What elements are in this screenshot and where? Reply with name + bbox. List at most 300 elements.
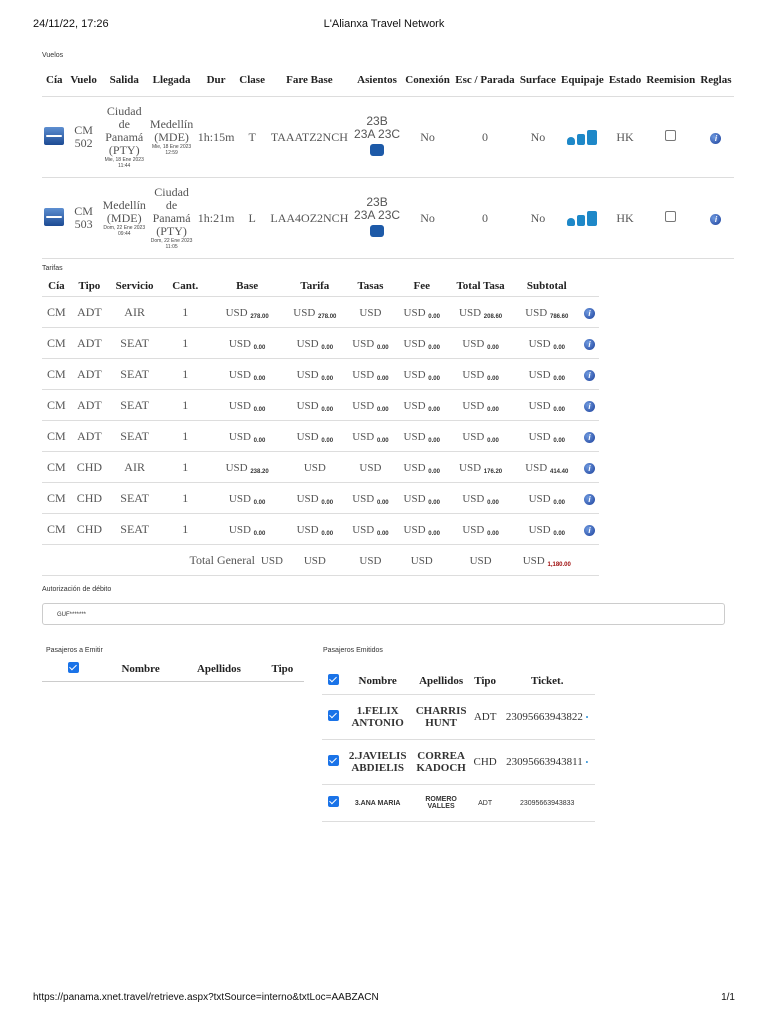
ticket-number: 23095663943833 xyxy=(499,785,595,822)
amount: 0.00 xyxy=(487,406,499,413)
pax-checkbox[interactable] xyxy=(328,710,339,721)
fare-qty: 1 xyxy=(161,328,209,359)
currency-label: USD xyxy=(403,461,426,474)
fare-fee xyxy=(404,431,440,443)
fare-tarifa xyxy=(297,493,333,505)
info-icon[interactable]: i xyxy=(584,370,595,381)
fare-cia: CM xyxy=(42,514,71,545)
status: HK xyxy=(606,97,643,178)
currency-label: USD xyxy=(522,554,545,567)
col-nombre: Nombre xyxy=(358,675,397,687)
fare-qty: 1 xyxy=(161,359,209,390)
fare-service: SEAT xyxy=(108,359,161,390)
pax-first-name: 1.FELIX xyxy=(356,705,399,717)
currency-label: USD xyxy=(525,461,548,474)
fare-tarifa xyxy=(297,338,333,350)
col-surface: Surface xyxy=(519,74,556,86)
fare-subtotal xyxy=(529,493,565,505)
amount: 0.00 xyxy=(428,313,440,320)
currency-label: USD xyxy=(352,492,375,505)
fare-type: ADT xyxy=(71,328,108,359)
col-dur: Dur xyxy=(206,74,226,86)
fare-subtotal xyxy=(525,462,568,474)
stops: 0 xyxy=(453,97,518,178)
currency-label: USD xyxy=(359,461,382,474)
fare-total-tasa xyxy=(462,431,498,443)
fare-type: ADT xyxy=(71,297,108,328)
arrival-date: Mie, 18 Ene 2023 12:59 xyxy=(151,144,192,156)
fare-tarifa xyxy=(297,400,333,412)
total-amount: 1,180.00 xyxy=(547,561,571,568)
currency-label: USD xyxy=(303,554,326,567)
fare-type: CHD xyxy=(71,452,108,483)
fare-total-tasa xyxy=(462,493,498,505)
currency-label: USD xyxy=(296,399,319,412)
fare-base xyxy=(229,493,265,505)
currency-label: USD xyxy=(228,492,251,505)
currency-label: USD xyxy=(528,492,551,505)
pax-checkbox[interactable] xyxy=(328,796,339,807)
col-reemision: Reemision xyxy=(646,74,696,86)
info-icon[interactable]: i xyxy=(584,525,595,536)
info-icon[interactable]: i xyxy=(584,308,595,319)
fare-type: CHD xyxy=(71,514,108,545)
fare-service: SEAT xyxy=(108,390,161,421)
fare-tarifa xyxy=(304,462,326,474)
fare-tarifa xyxy=(297,369,333,381)
currency-label: USD xyxy=(462,523,485,536)
currency-label: USD xyxy=(528,430,551,443)
bag-icon xyxy=(567,137,575,145)
pax-type: ADT xyxy=(471,785,500,822)
currency-label: USD xyxy=(462,430,485,443)
currency-label: USD xyxy=(352,523,375,536)
pax-type: ADT xyxy=(471,695,500,740)
fare-row xyxy=(42,514,599,545)
reissue-checkbox[interactable] xyxy=(665,211,676,222)
col-tipo: Tipo xyxy=(474,675,497,687)
pax-to-issue-label: Pasajeros a Emitir xyxy=(46,647,103,654)
copa-logo-icon xyxy=(44,127,64,145)
col-subtotal: Subtotal xyxy=(526,280,567,292)
fare-service: SEAT xyxy=(108,328,161,359)
amount: 0.00 xyxy=(487,499,499,506)
surface: No xyxy=(517,178,558,259)
currency-label: USD xyxy=(528,399,551,412)
currency-label: USD xyxy=(296,492,319,505)
currency-label: USD xyxy=(403,430,426,443)
fare-row xyxy=(42,328,599,359)
amount: 0.00 xyxy=(253,406,266,413)
amount: 0.00 xyxy=(487,530,499,537)
duration: 1h:15m xyxy=(195,97,237,178)
amount: 0.00 xyxy=(321,530,334,537)
arrival-date: Dom, 22 Ene 2023 11:05 xyxy=(150,238,193,250)
fare-tasas xyxy=(352,431,388,443)
fare-total-tasa xyxy=(462,400,498,412)
total-general-label: Total General xyxy=(189,552,255,567)
fare-cia: CM xyxy=(42,421,71,452)
currency-label: USD xyxy=(260,554,283,567)
fare-fee xyxy=(404,307,440,319)
amount: 0.00 xyxy=(553,375,566,382)
currency-label: USD xyxy=(525,306,548,319)
pax-middle-name: ABDIELIS xyxy=(351,762,404,774)
fare-type: ADT xyxy=(71,359,108,390)
fare-total-tasa xyxy=(462,338,498,350)
fare-tasas xyxy=(352,493,388,505)
fare-tasas xyxy=(352,524,388,536)
info-icon[interactable]: i xyxy=(584,401,595,412)
pax-last-name: ROMERO xyxy=(425,796,457,803)
currency-label: USD xyxy=(293,306,316,319)
amount: 0.00 xyxy=(321,437,334,444)
amount: 0.00 xyxy=(321,499,334,506)
currency-label: USD xyxy=(403,492,426,505)
currency-label: USD xyxy=(359,306,382,319)
currency-label: USD xyxy=(225,306,248,319)
flight-row xyxy=(42,178,734,259)
amount: 0.00 xyxy=(321,344,334,351)
fare-total-tasa xyxy=(459,307,502,319)
fare-base xyxy=(229,400,265,412)
fare-total-tasa xyxy=(462,369,498,381)
fare-cia: CM xyxy=(42,390,71,421)
col-ticket: Ticket. xyxy=(530,675,564,687)
page-title: L'Alianxa Travel Network xyxy=(323,18,445,30)
currency-label: USD xyxy=(228,523,251,536)
luggage-icon xyxy=(577,215,585,226)
amount: 278.00 xyxy=(318,313,337,320)
fare-fee xyxy=(404,369,440,381)
fare-subtotal xyxy=(525,307,568,319)
fare-tarifa xyxy=(297,431,333,443)
amount: 0.00 xyxy=(487,437,499,444)
print-datetime: 24/11/22, 17:26 xyxy=(33,18,109,30)
fare-fee xyxy=(404,524,440,536)
currency-label: USD xyxy=(359,554,382,567)
currency-label: USD xyxy=(296,368,319,381)
connection: No xyxy=(403,178,453,259)
fare-qty: 1 xyxy=(161,421,209,452)
currency-label: USD xyxy=(403,399,426,412)
copa-logo-icon xyxy=(44,208,64,226)
amount: 0.00 xyxy=(376,437,389,444)
fare-subtotal xyxy=(529,338,565,350)
currency-label: USD xyxy=(352,430,375,443)
fare-cia: CM xyxy=(42,359,71,390)
luggage-icons xyxy=(558,178,606,259)
fare-tasas xyxy=(352,400,388,412)
currency-label: USD xyxy=(462,337,485,350)
page-url: https://panama.xnet.travel/retrieve.aspx?txtSource=interno&txtLoc=AABZACN xyxy=(33,992,379,1003)
amount: 208.60 xyxy=(483,313,503,320)
fare-row xyxy=(42,452,599,483)
amount: 786.60 xyxy=(550,313,569,320)
flight-number: CM 503 xyxy=(67,178,101,259)
fares-table xyxy=(42,276,599,576)
amount: 0.00 xyxy=(376,344,389,351)
departure-date: Mie, 18 Ene 2023 11:44 xyxy=(104,157,144,169)
amount: 0.00 xyxy=(428,406,440,413)
total-subtotal xyxy=(523,555,571,567)
amount: 0.00 xyxy=(253,375,266,382)
fare-cia: CM xyxy=(42,452,71,483)
fare-cia: CM xyxy=(42,297,71,328)
fare-service: SEAT xyxy=(108,483,161,514)
info-icon[interactable]: i xyxy=(584,463,595,474)
fare-fee xyxy=(404,493,440,505)
fare-fee xyxy=(404,338,440,350)
fare-service: AIR xyxy=(108,452,161,483)
seats-line-1: 23B xyxy=(366,114,388,128)
amount: 278.00 xyxy=(250,313,269,320)
status: HK xyxy=(606,178,643,259)
currency-label: USD xyxy=(228,430,251,443)
fare-tasas xyxy=(352,338,388,350)
pax-second-last-name: HUNT xyxy=(425,717,457,729)
currency-label: USD xyxy=(225,461,248,474)
pax-type: CHD xyxy=(471,740,500,785)
amount: 0.00 xyxy=(428,344,440,351)
col-total-tasa: Total Tasa xyxy=(456,280,505,292)
col-apellidos: Apellidos xyxy=(177,657,261,682)
col-servicio: Servicio xyxy=(115,280,154,292)
fare-total-tasa xyxy=(459,462,502,474)
fare-base xyxy=(229,524,265,536)
fare-qty: 1 xyxy=(161,452,209,483)
currency-label: USD xyxy=(296,430,319,443)
amount: 0.00 xyxy=(428,499,440,506)
pax-checkbox[interactable] xyxy=(328,755,339,766)
fare-row xyxy=(42,390,599,421)
ticket-number: 23095663943811 xyxy=(506,756,583,768)
col-asientos: Asientos xyxy=(357,74,397,86)
class: T xyxy=(237,97,267,178)
fare-fee xyxy=(404,462,440,474)
col-base: Base xyxy=(236,280,259,292)
pax-second-last-name: KADOCH xyxy=(416,762,466,774)
select-all-issued-checkbox[interactable] xyxy=(328,674,339,685)
surface: No xyxy=(517,97,558,178)
col-conexion: Conexión xyxy=(405,74,450,86)
class: L xyxy=(237,178,267,259)
auth-label: Autorización de débito xyxy=(42,586,112,593)
col-tarifa: Tarifa xyxy=(300,280,330,292)
fare-type: CHD xyxy=(71,483,108,514)
pax-first-name: 2.JAVIELIS xyxy=(348,750,407,762)
pax-second-last-name: VALLES xyxy=(427,803,455,810)
fare-subtotal xyxy=(529,400,565,412)
fare-type: ADT xyxy=(71,390,108,421)
flight-row xyxy=(42,97,734,178)
currency-label: USD xyxy=(352,368,375,381)
fare-subtotal xyxy=(529,431,565,443)
pax-first-name: 3.ANA MARIA xyxy=(344,785,411,822)
fare-subtotal xyxy=(529,524,565,536)
currency-label: USD xyxy=(228,337,251,350)
departure-city: Medellín (MDE) xyxy=(102,198,146,225)
amount: 0.00 xyxy=(253,530,266,537)
col-estado: Estado xyxy=(608,74,642,86)
fare-row xyxy=(42,359,599,390)
col-tipo: Tipo xyxy=(78,280,101,292)
amount: 0.00 xyxy=(253,499,266,506)
seat-icon[interactable] xyxy=(370,144,384,156)
fare-base: LAA4OZ2NCH xyxy=(267,178,351,259)
fare-type: ADT xyxy=(71,421,108,452)
amount: 0.00 xyxy=(253,437,266,444)
fare-cia: CM xyxy=(42,483,71,514)
flight-number: CM 502 xyxy=(67,97,101,178)
currency-label: USD xyxy=(303,461,326,474)
suitcase-icon xyxy=(587,130,597,145)
fare-tarifa xyxy=(293,307,336,319)
amount: 0.00 xyxy=(321,375,334,382)
currency-label: USD xyxy=(228,368,251,381)
ticket-marker-icon: • xyxy=(585,713,589,722)
stops: 0 xyxy=(453,178,518,259)
arrival-city: Medellín (MDE) xyxy=(149,117,194,144)
fare-qty: 1 xyxy=(161,390,209,421)
currency-label: USD xyxy=(403,337,426,350)
amount: 0.00 xyxy=(428,530,440,537)
fare-base xyxy=(229,431,265,443)
reissue-checkbox[interactable] xyxy=(665,130,676,141)
amount: 0.00 xyxy=(553,406,566,413)
info-icon[interactable]: i xyxy=(584,494,595,505)
page-number: 1/1 xyxy=(721,992,735,1003)
currency-label: USD xyxy=(352,337,375,350)
ticket-marker-icon: • xyxy=(585,758,589,767)
seats-line-2: 23A 23C xyxy=(354,127,401,141)
col-cant: Cant. xyxy=(172,280,199,292)
col-llegada: Llegada xyxy=(152,74,191,86)
currency-label: USD xyxy=(462,492,485,505)
luggage-icons xyxy=(558,97,606,178)
fare-tasas xyxy=(359,462,381,474)
pax-issued-label: Pasajeros Emitidos xyxy=(323,647,383,654)
pax-to-issue-table xyxy=(42,657,304,682)
amount: 0.00 xyxy=(553,499,566,506)
col-cia: Cía xyxy=(48,280,65,292)
currency-label: USD xyxy=(410,554,433,567)
fare-base xyxy=(226,462,269,474)
pax-last-name: CORREA xyxy=(417,750,465,762)
amount: 0.00 xyxy=(253,344,266,351)
col-nombre: Nombre xyxy=(104,657,177,682)
currency-label: USD xyxy=(459,461,482,474)
fare-base xyxy=(229,338,265,350)
fares-section-label: Tarifas xyxy=(42,265,63,272)
amount: 0.00 xyxy=(553,530,566,537)
fare-tarifa xyxy=(297,524,333,536)
luggage-icon xyxy=(577,134,585,145)
currency-label: USD xyxy=(528,337,551,350)
seats-line-2: 23A 23C xyxy=(354,208,401,222)
fare-qty: 1 xyxy=(161,297,209,328)
fare-qty: 1 xyxy=(161,514,209,545)
amount: 0.00 xyxy=(376,375,389,382)
fare-row xyxy=(42,297,599,328)
col-tipo: Tipo xyxy=(261,657,304,682)
col-vuelo: Vuelo xyxy=(70,74,97,86)
seat-icon[interactable] xyxy=(370,225,384,237)
fare-fee xyxy=(404,400,440,412)
fare-base: TAAATZ2NCH xyxy=(267,97,351,178)
table-row xyxy=(322,740,595,785)
amount: 0.00 xyxy=(487,375,499,382)
currency-label: USD xyxy=(228,399,251,412)
fare-base xyxy=(229,369,265,381)
amount: 0.00 xyxy=(376,406,389,413)
table-row xyxy=(322,695,595,740)
currency-label: USD xyxy=(403,523,426,536)
table-row xyxy=(322,785,595,822)
fare-base xyxy=(226,307,269,319)
currency-label: USD xyxy=(352,399,375,412)
flights-section-label: Vuelos xyxy=(42,52,64,59)
info-icon[interactable]: i xyxy=(710,214,721,225)
amount: 238.20 xyxy=(250,468,269,475)
currency-label: USD xyxy=(528,368,551,381)
fare-subtotal xyxy=(529,369,565,381)
info-icon[interactable]: i xyxy=(584,432,595,443)
fare-cia: CM xyxy=(42,328,71,359)
amount: 0.00 xyxy=(428,468,440,475)
info-icon[interactable]: i xyxy=(584,339,595,350)
select-all-checkbox[interactable] xyxy=(68,662,79,673)
currency-label: USD xyxy=(459,306,482,319)
bag-icon xyxy=(567,218,575,226)
duration: 1h:21m xyxy=(195,178,237,259)
col-reglas: Reglas xyxy=(700,74,732,86)
pax-middle-name: ANTONIO xyxy=(351,717,404,729)
departure-date: Dom, 22 Ene 2023 09:44 xyxy=(103,225,146,237)
pax-last-name: CHARRIS xyxy=(415,705,467,717)
col-clase: Clase xyxy=(239,74,265,86)
currency-label: USD xyxy=(403,368,426,381)
auth-field[interactable]: GUF******* xyxy=(42,603,725,625)
amount: 0.00 xyxy=(376,499,389,506)
ticket-number: 23095663943822 xyxy=(505,711,583,723)
suitcase-icon xyxy=(587,211,597,226)
pax-issued-table xyxy=(322,668,595,822)
connection: No xyxy=(403,97,453,178)
fare-qty: 1 xyxy=(161,483,209,514)
fare-total-row xyxy=(42,545,599,576)
col-tasas: Tasas xyxy=(357,280,384,292)
fare-total-tasa xyxy=(462,524,498,536)
info-icon[interactable]: i xyxy=(710,133,721,144)
col-equipaje: Equipaje xyxy=(561,74,604,86)
amount: 176.20 xyxy=(483,468,503,475)
fare-tasas xyxy=(359,307,381,319)
fare-service: AIR xyxy=(108,297,161,328)
currency-label: USD xyxy=(403,306,426,319)
fare-service: SEAT xyxy=(108,421,161,452)
amount: 0.00 xyxy=(376,530,389,537)
col-salida: Salida xyxy=(109,74,139,86)
currency-label: USD xyxy=(296,523,319,536)
amount: 0.00 xyxy=(553,437,566,444)
seats-line-1: 23B xyxy=(366,195,388,209)
amount: 414.40 xyxy=(550,468,569,475)
amount: 0.00 xyxy=(553,344,566,351)
flights-table xyxy=(42,64,734,259)
currency-label: USD xyxy=(296,337,319,350)
currency-label: USD xyxy=(528,523,551,536)
